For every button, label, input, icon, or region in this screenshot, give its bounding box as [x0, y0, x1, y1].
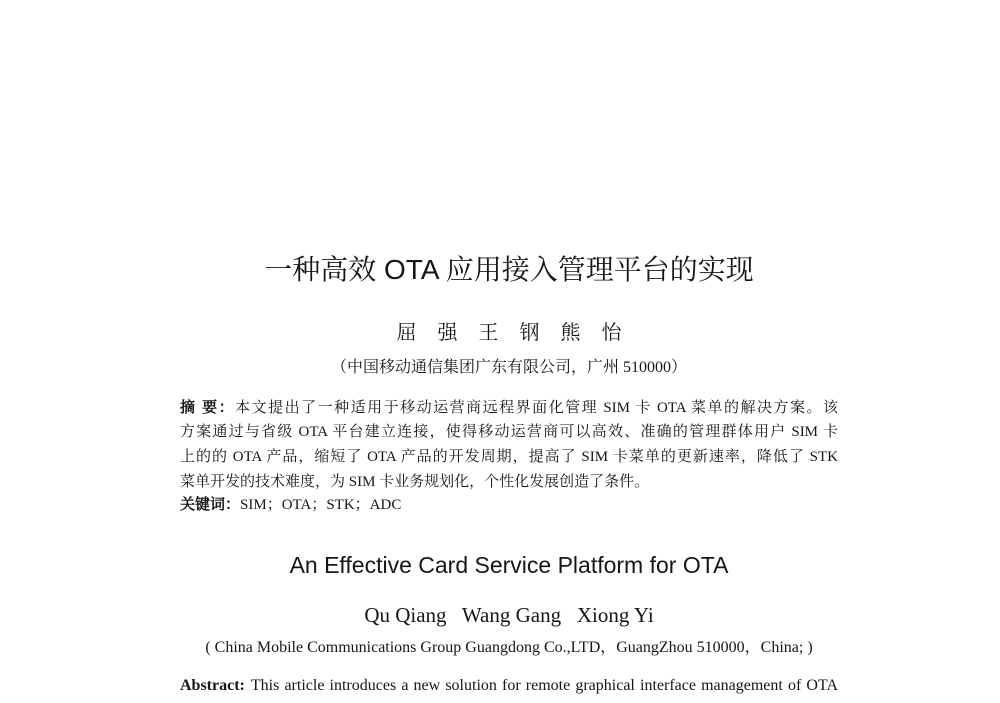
paper-content: [180, 0, 838, 703]
affiliation-english: ( China Mobile Communications Group Guangdong Co.,LTD，GuangZhou 510000，China; ): [205, 639, 813, 656]
abstract-english: [180, 675, 838, 697]
abstract-chinese: [180, 395, 838, 495]
keywords-chinese-label: 关键词：: [180, 496, 241, 513]
abstract-chinese-line-2: 方案通过与省级 OTA 平台建立连接，使得移动运营商可以高效、准确的管理群体用户 SIM 卡: [180, 424, 838, 440]
abstract-chinese-label: 摘 要：: [180, 399, 236, 416]
authors-chinese: 屈 强 王 钢 熊 怡: [396, 322, 622, 344]
keywords-chinese-value: SIM；OTA；STK；ADC: [240, 497, 402, 513]
title-english: An Effective Card Service Platform for OTA: [289, 552, 729, 578]
abstract-chinese-line-1: [180, 395, 838, 420]
abstract-english-label: Abstract:: [180, 677, 245, 694]
keywords-chinese: [180, 494, 838, 516]
affiliation-chinese: （中国移动通信集团广东有限公司，广州 510000）: [330, 359, 687, 376]
authors-english: Qu Qiang Wang Gang Xiong Yi: [364, 603, 654, 627]
title-chinese: 一种高效 OTA 应用接入管理平台的实现: [264, 254, 754, 285]
abstract-chinese-line-4: 菜单开发的技术难度，为 SIM 卡业务规划化，个性化发展创造了条件。: [180, 474, 650, 490]
abstract-chinese-line-1-text: 本文提出了一种适用于移动运营商远程界面化管理 SIM 卡 OTA 菜单的解决方案。该: [235, 400, 838, 416]
abstract-chinese-line-3: 上的的 OTA 产品，缩短了 OTA 产品的开发周期，提高了 SIM 卡菜单的更新速率，降低了 STK: [180, 449, 838, 465]
abstract-english-text: This article introduces a new solution for remote graphical interface management of OTA: [250, 677, 838, 694]
